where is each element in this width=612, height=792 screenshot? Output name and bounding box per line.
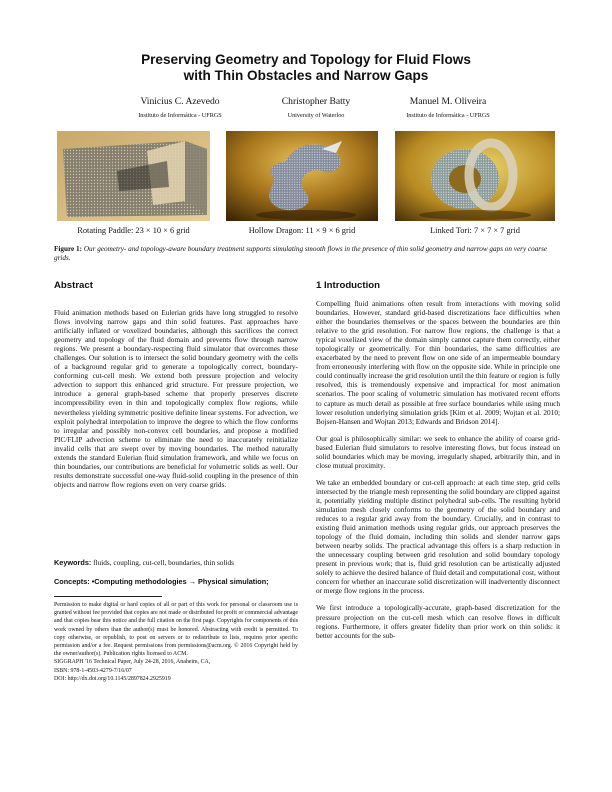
- introduction-body: [316, 299, 560, 640]
- author-affiliation: Instituto de Informática - UFRGS: [138, 112, 222, 119]
- title-line-1: Preserving Geometry and Topology for Fluid Flows: [141, 52, 471, 67]
- keywords-text: fluids, coupling, cut-cell, boundaries, thin solids: [93, 558, 234, 567]
- ccs-concepts: Concepts: •Computing methodologies → Physical simulation;: [54, 577, 269, 586]
- figure-caption-text: Our geometry- and topology-aware boundary treatment supports simulating smooth flows in the presence of thin solid geometry and narrow gaps on very coarse grids.: [54, 245, 548, 262]
- intro-paragraph-2: Our goal is philosophically similar: we seek to enhance the ability of coarse grid-based Eulerian fluid simulators to resolve interesting flows, but focus instead on solid boundaries which may be moving, irregularly shaped, arbitrarily thin, and in close mutual proximity.: [316, 433, 560, 470]
- author-affiliation: Instituto de Informática - UFRGS: [406, 112, 490, 119]
- linked-tori-image: [395, 131, 555, 221]
- footnote-divider: [54, 596, 162, 597]
- intro-paragraph-1: Compelling fluid animations often result from interactions with moving solid boundaries. However, standard grid-based discretizations face difficulties when either the boundaries themselves or the spaces between the boundaries are thin relative to the grid resolution. For narrow flow regions, the challenge is that a typical voxelized view of the domain simply cannot capture them correctly, either topologically or geometrically. For thin boundaries, the same difficulties are exacerbated by the need to prevent flow on one side of an impermeable boundary from erroneously interfering with flow on the opposite side. While in principle one could continually increase the grid resolution until the thin feature or region is fully resolved, this is tremendously expensive and impractical for most animation scenarios. The poor scaling of volumetric simulation has motivated recent efforts to capture as much detail as possible at free surface boundaries while using much lower resolution underlying simulation grids [Kim et al. 2009; Wojtan et al. 2010; Bojsen-Hansen and Wojtan 2013; Edwards and Bridson 2014].: [316, 299, 560, 426]
- intro-paragraph-3: We take an embedded boundary or cut-cell approach: at each time step, grid cells intersected by the triangle mesh representing the solid boundary are clipped against it, potentially yielding multiple distinct polyhedral sub-cells. The resulting hybrid simulation mesh closely conforms to the geometry of the solid boundary and reduces to a regular grid away from the boundary. Crucially, and in contrast to existing fluid animation methods using regular grids, our approach preserves the topology of the fluid domain, including thin solids and slender narrow gaps between nearby solids. The practical advantage this offers is a sharp reduction in the unnecessary coupling between grid resolution and solid boundary topology present in previous work; that is, fluid grid resolution can be artistically adjusted solely to achieve the desired balance of fluid detail and computational cost, without concern for whether an inaccurate solid discretization will inadvertently disconnect or merge flow regions in the process.: [316, 477, 560, 596]
- permission-text: Permission to make digital or hard copies of all or part of this work for personal or classroom use is granted without fee provided that copies are not made or distributed for profit or commercial advantage and that copies bear this notice and the full citation on the first page. Copyrights for components of this work owned by others than the author(s) must be honored. Abstracting with credit is permitted. To copy otherwise, or republish, to post on servers or to redistribute to lists, requires prior specific permission and/or a fee. Request permissions from permissions@acm.org. © 2016 Copyright held by the owner/author(s). Publication rights licensed to ACM.: [54, 602, 298, 658]
- abstract-text: Fluid animation methods based on Eulerian grids have long struggled to resolve flows involving narrow gaps and thin solid features. Past approaches have artificially inflated or voxelized boundaries, although this sacrifices the correct geometry and topology of the fluid domain and prevents flow through narrow regions. We present a boundary-respecting fluid simulator that overcomes these challenges. Our solution is to intersect the solid boundary geometry with the cells of a background regular grid to generate a topologically correct, boundary-conforming cut-cell mesh. We extend both pressure projection and velocity advection to support this enhanced grid structure. For pressure projection, we introduce a general graph-based scheme that properly preserves discrete incompressibility even in thin and topologically complex flow regions, while nevertheless yielding symmetric positive definite linear systems. For advection, we exploit polyhedral interpolation to improve the degree to which the flow conforms to irregular and possibly non-convex cell boundaries, and propose a modified PIC/FLIP advection scheme to eliminate the need to inaccurately reinitialize invalid cells that are swept over by moving boundaries. The method naturally extends the standard Eulerian fluid simulation framework, and while we focus on thin boundaries, our contributions are beneficial for volumetric solids as well. Our results demonstrate successful one-way fluid-solid coupling in the presence of thin objects and narrow flow regions even on very coarse grids.: [54, 308, 298, 489]
- abstract-body: [54, 308, 298, 489]
- figure-label-paddle: Rotating Paddle: 23 × 10 × 6 grid: [77, 226, 190, 235]
- author-3: [358, 96, 538, 120]
- isbn-line: ISBN: 978-1-4503-4279-7/16/07: [54, 667, 132, 674]
- introduction-heading: 1 Introduction: [316, 280, 380, 291]
- figure-caption: [54, 245, 558, 263]
- permission-notice: [54, 601, 298, 683]
- keywords-label: Keywords:: [54, 558, 92, 567]
- rotating-paddle-image: [57, 131, 210, 221]
- abstract-heading: Abstract: [54, 280, 93, 291]
- title-line-2: with Thin Obstacles and Narrow Gaps: [183, 68, 429, 83]
- figure-caption-label: Figure 1:: [54, 245, 83, 253]
- author-name: Manuel M. Oliveira: [409, 96, 487, 107]
- author-affiliation: University of Waterloo: [287, 112, 345, 119]
- paper-title: [0, 52, 612, 84]
- venue-line: SIGGRAPH '16 Technical Paper, July 24-28, 2016, Anaheim, CA,: [54, 659, 211, 666]
- keywords: [54, 558, 298, 567]
- author-name: Christopher Batty: [281, 96, 351, 107]
- intro-paragraph-4: We first introduce a topologically-accurate, graph-based discretization for the pressure projection on the cut-cell mesh which can resolve flows in difficult regions. Furthermore, it offers greater fidelity than prior work on thin solids: it better accounts for the sub-: [316, 603, 560, 640]
- hollow-dragon-image: [226, 131, 378, 221]
- figure-label-dragon: Hollow Dragon: 11 × 9 × 6 grid: [248, 226, 356, 235]
- figure-label-tori: Linked Tori: 7 × 7 × 7 grid: [430, 226, 520, 235]
- author-name: Vinicius C. Azevedo: [140, 96, 220, 107]
- doi-line: DOI: http://dx.doi.org/10.1145/2897824.2925919: [54, 675, 171, 682]
